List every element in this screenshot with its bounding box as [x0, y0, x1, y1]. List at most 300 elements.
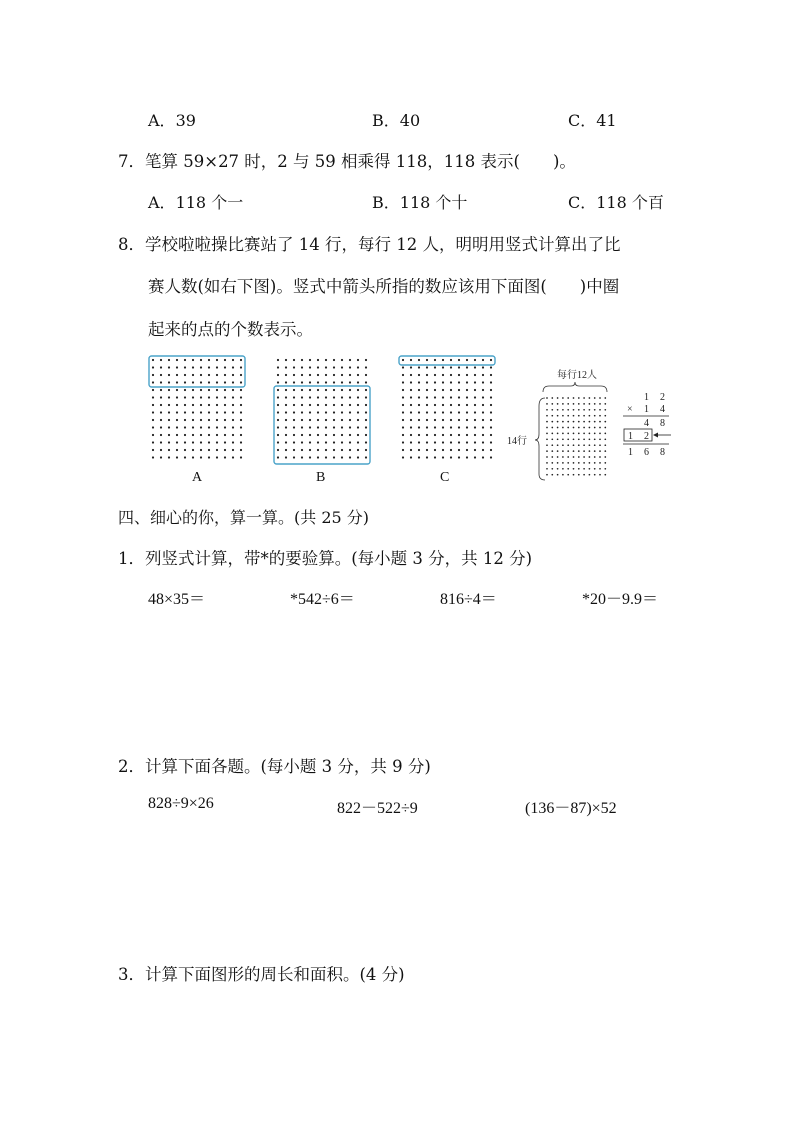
dot [365, 359, 367, 361]
part-2-title: 2．计算下面各题。(每小题 3 分，共 9 分) [118, 757, 431, 776]
dot [208, 456, 210, 458]
small-dot [562, 462, 564, 464]
dot [333, 456, 335, 458]
dot [160, 449, 162, 451]
dot [341, 359, 343, 361]
dot [490, 404, 492, 406]
small-dot [551, 427, 553, 429]
dot [240, 434, 242, 436]
dot [349, 426, 351, 428]
small-dot [578, 468, 580, 470]
small-dot [599, 450, 601, 452]
dot [365, 426, 367, 428]
dot [200, 441, 202, 443]
dot [458, 419, 460, 421]
dot [301, 404, 303, 406]
dot [442, 404, 444, 406]
dot [232, 441, 234, 443]
dot [176, 441, 178, 443]
dot [216, 366, 218, 368]
dot [176, 404, 178, 406]
dot [349, 389, 351, 391]
small-dot [604, 409, 606, 411]
dot [216, 449, 218, 451]
dot [458, 359, 460, 361]
dot [208, 359, 210, 361]
dot [317, 404, 319, 406]
dot [232, 374, 234, 376]
small-dot [551, 403, 553, 405]
dot [325, 404, 327, 406]
small-dot [589, 450, 591, 452]
dot [466, 359, 468, 361]
dot [333, 419, 335, 421]
small-dot [567, 427, 569, 429]
dot [402, 441, 404, 443]
small-dot [562, 450, 564, 452]
small-dot [562, 444, 564, 446]
dot [277, 419, 279, 421]
small-dot [583, 397, 585, 399]
small-dot [557, 444, 559, 446]
dot [168, 426, 170, 428]
dot [277, 434, 279, 436]
small-dot [546, 403, 548, 405]
dot [418, 359, 420, 361]
small-dot [557, 474, 559, 476]
dot [341, 374, 343, 376]
small-dot [604, 427, 606, 429]
dot [341, 419, 343, 421]
small-dot [546, 433, 548, 435]
dot [168, 389, 170, 391]
dot [224, 441, 226, 443]
small-dot [562, 409, 564, 411]
dot [277, 449, 279, 451]
dot [333, 396, 335, 398]
dot [466, 389, 468, 391]
dot [450, 359, 452, 361]
dot [317, 359, 319, 361]
small-dot [594, 456, 596, 458]
dot [240, 404, 242, 406]
dot [434, 389, 436, 391]
dot [442, 366, 444, 368]
dot [410, 404, 412, 406]
dot [418, 411, 420, 413]
small-dot [594, 397, 596, 399]
dot [426, 456, 428, 458]
dot [208, 449, 210, 451]
small-dot [557, 462, 559, 464]
dot [192, 411, 194, 413]
calc-r1-c1: 1 [644, 404, 649, 415]
dot [341, 381, 343, 383]
dot [200, 426, 202, 428]
small-dot [604, 438, 606, 440]
dot [450, 374, 452, 376]
dot [466, 366, 468, 368]
dot [301, 456, 303, 458]
small-dot [551, 456, 553, 458]
small-dot [567, 421, 569, 423]
small-dot [578, 474, 580, 476]
dot [341, 456, 343, 458]
dot [482, 389, 484, 391]
dot [365, 434, 367, 436]
small-dot [589, 474, 591, 476]
small-dot [583, 427, 585, 429]
dot [160, 426, 162, 428]
q6-option-a: A．39 [148, 111, 196, 130]
dot [176, 396, 178, 398]
small-dot [557, 421, 559, 423]
calc-r4-c1: 6 [644, 447, 649, 458]
dot [168, 411, 170, 413]
small-dot [599, 444, 601, 446]
dot [410, 426, 412, 428]
dot [317, 366, 319, 368]
dot [285, 456, 287, 458]
dot [309, 389, 311, 391]
dot [341, 434, 343, 436]
small-dot [567, 415, 569, 417]
dot [285, 374, 287, 376]
dot [184, 441, 186, 443]
dot [160, 359, 162, 361]
dot [232, 426, 234, 428]
dot [152, 374, 154, 376]
dot [208, 389, 210, 391]
dot [285, 366, 287, 368]
dot [200, 404, 202, 406]
dot [458, 441, 460, 443]
small-dot [562, 397, 564, 399]
small-dot [578, 450, 580, 452]
small-dot [573, 438, 575, 440]
dot [458, 389, 460, 391]
dot [482, 441, 484, 443]
dot [418, 374, 420, 376]
expr-7: (136－87)×52 [525, 800, 617, 817]
dot [458, 411, 460, 413]
dot [402, 411, 404, 413]
dot [402, 449, 404, 451]
dot [410, 359, 412, 361]
dot [277, 396, 279, 398]
dot [474, 404, 476, 406]
dot [325, 411, 327, 413]
dot [192, 434, 194, 436]
dot [240, 426, 242, 428]
small-dot [567, 468, 569, 470]
small-dot [599, 409, 601, 411]
dot [357, 381, 359, 383]
dot [168, 366, 170, 368]
dot [277, 366, 279, 368]
dot [466, 449, 468, 451]
dot [426, 449, 428, 451]
dot [200, 366, 202, 368]
dot [301, 419, 303, 421]
small-dot [557, 415, 559, 417]
dot [426, 411, 428, 413]
dot [426, 419, 428, 421]
dot [293, 359, 295, 361]
dot [301, 374, 303, 376]
dot [192, 426, 194, 428]
figure-label-b: B [316, 470, 326, 485]
dot [341, 366, 343, 368]
dot [232, 419, 234, 421]
dot [285, 426, 287, 428]
dot [474, 396, 476, 398]
small-dot [599, 415, 601, 417]
small-dot [567, 438, 569, 440]
small-dot [567, 397, 569, 399]
small-dot [594, 450, 596, 452]
dot [285, 381, 287, 383]
small-dot [589, 415, 591, 417]
dot [458, 426, 460, 428]
dot [341, 411, 343, 413]
dot [466, 411, 468, 413]
dot [176, 366, 178, 368]
dot [357, 389, 359, 391]
small-dot [567, 462, 569, 464]
dot [466, 404, 468, 406]
dot [434, 441, 436, 443]
dot [418, 381, 420, 383]
small-dot [599, 462, 601, 464]
dot [293, 411, 295, 413]
dot [309, 359, 311, 361]
dot [200, 456, 202, 458]
dot [152, 426, 154, 428]
dot [293, 404, 295, 406]
dot [152, 366, 154, 368]
dot [192, 456, 194, 458]
dot [402, 366, 404, 368]
dot [325, 456, 327, 458]
section-4-title: 四、细心的你，算一算。(共 25 分) [118, 508, 370, 527]
dot [325, 426, 327, 428]
dot [277, 411, 279, 413]
dot [285, 419, 287, 421]
dot [293, 449, 295, 451]
small-dot [604, 403, 606, 405]
dot [277, 456, 279, 458]
dot [285, 441, 287, 443]
small-dot [562, 468, 564, 470]
dot [466, 396, 468, 398]
small-dot [583, 468, 585, 470]
dot [442, 441, 444, 443]
dot [240, 381, 242, 383]
dot [168, 456, 170, 458]
dot [365, 404, 367, 406]
small-dot [589, 409, 591, 411]
small-dot [551, 433, 553, 435]
dot [434, 381, 436, 383]
dot [152, 396, 154, 398]
dot [442, 434, 444, 436]
small-dot [562, 438, 564, 440]
dot [474, 366, 476, 368]
dot [349, 359, 351, 361]
dot [160, 411, 162, 413]
dot [317, 434, 319, 436]
dot [192, 381, 194, 383]
small-dot [599, 438, 601, 440]
dot [184, 389, 186, 391]
dot [402, 434, 404, 436]
expr-5: 828÷9×26 [148, 795, 214, 812]
part-3-title: 3．计算下面图形的周长和面积。(4 分) [118, 965, 405, 984]
dot [418, 441, 420, 443]
small-dot [594, 462, 596, 464]
dot [418, 426, 420, 428]
calc-r3-c0: 1 [628, 431, 633, 442]
dot [216, 434, 218, 436]
dot [333, 449, 335, 451]
dot [418, 366, 420, 368]
small-dot [567, 433, 569, 435]
small-dot [583, 403, 585, 405]
dot [341, 426, 343, 428]
dot [357, 426, 359, 428]
dot-array [546, 397, 606, 475]
dot [176, 426, 178, 428]
dot [333, 411, 335, 413]
small-dot [583, 409, 585, 411]
dot [442, 426, 444, 428]
small-dot [557, 427, 559, 429]
dot [466, 426, 468, 428]
dot [325, 381, 327, 383]
dot [232, 411, 234, 413]
dot [482, 426, 484, 428]
dot [349, 404, 351, 406]
dot [442, 411, 444, 413]
dot [176, 359, 178, 361]
dot [160, 366, 162, 368]
dot [208, 396, 210, 398]
dot [309, 396, 311, 398]
dot [216, 374, 218, 376]
small-dot [573, 468, 575, 470]
dot [482, 381, 484, 383]
small-dot [546, 438, 548, 440]
highlight-box-c [399, 356, 495, 365]
small-dot [573, 456, 575, 458]
dot [426, 359, 428, 361]
dot [317, 426, 319, 428]
dot [325, 389, 327, 391]
dot [277, 441, 279, 443]
dot [192, 366, 194, 368]
dot [442, 449, 444, 451]
dot [333, 359, 335, 361]
dot [152, 389, 154, 391]
expr-4: *20－9.9＝ [582, 591, 659, 608]
dot [301, 389, 303, 391]
dot [426, 374, 428, 376]
dot [482, 456, 484, 458]
dot [466, 381, 468, 383]
dot [216, 456, 218, 458]
small-dot [573, 409, 575, 411]
dot [309, 411, 311, 413]
small-dot [562, 421, 564, 423]
dot [357, 411, 359, 413]
dot [277, 374, 279, 376]
expr-6: 822－522÷9 [337, 800, 418, 817]
dot [216, 359, 218, 361]
dot [490, 359, 492, 361]
dot [458, 374, 460, 376]
small-dot [578, 456, 580, 458]
dot [325, 366, 327, 368]
small-dot [583, 474, 585, 476]
small-dot [578, 462, 580, 464]
dot [349, 411, 351, 413]
small-dot [546, 450, 548, 452]
small-dot [578, 415, 580, 417]
dot [216, 419, 218, 421]
dot [450, 411, 452, 413]
dot [426, 366, 428, 368]
dot [365, 366, 367, 368]
dot [458, 381, 460, 383]
dot [482, 449, 484, 451]
dot [192, 374, 194, 376]
dot [293, 456, 295, 458]
dot [293, 396, 295, 398]
dot [333, 404, 335, 406]
rows-label: 14行 [507, 436, 527, 447]
dot [224, 426, 226, 428]
dot [192, 396, 194, 398]
dot [365, 441, 367, 443]
dot [224, 389, 226, 391]
dot [349, 456, 351, 458]
small-dot [604, 397, 606, 399]
dot [450, 419, 452, 421]
dot [325, 374, 327, 376]
small-dot [589, 444, 591, 446]
small-dot [578, 421, 580, 423]
dot [224, 366, 226, 368]
calc-r4-c0: 1 [628, 447, 633, 458]
dot [434, 449, 436, 451]
dot [184, 449, 186, 451]
dot [301, 434, 303, 436]
dot [152, 441, 154, 443]
small-dot [567, 409, 569, 411]
dot-grid-b [271, 354, 373, 466]
dot [349, 396, 351, 398]
dot [410, 374, 412, 376]
dot [410, 449, 412, 451]
dot [168, 374, 170, 376]
dot [365, 381, 367, 383]
dot [442, 396, 444, 398]
dot [490, 419, 492, 421]
dot [490, 381, 492, 383]
small-dot [594, 468, 596, 470]
dot [402, 396, 404, 398]
